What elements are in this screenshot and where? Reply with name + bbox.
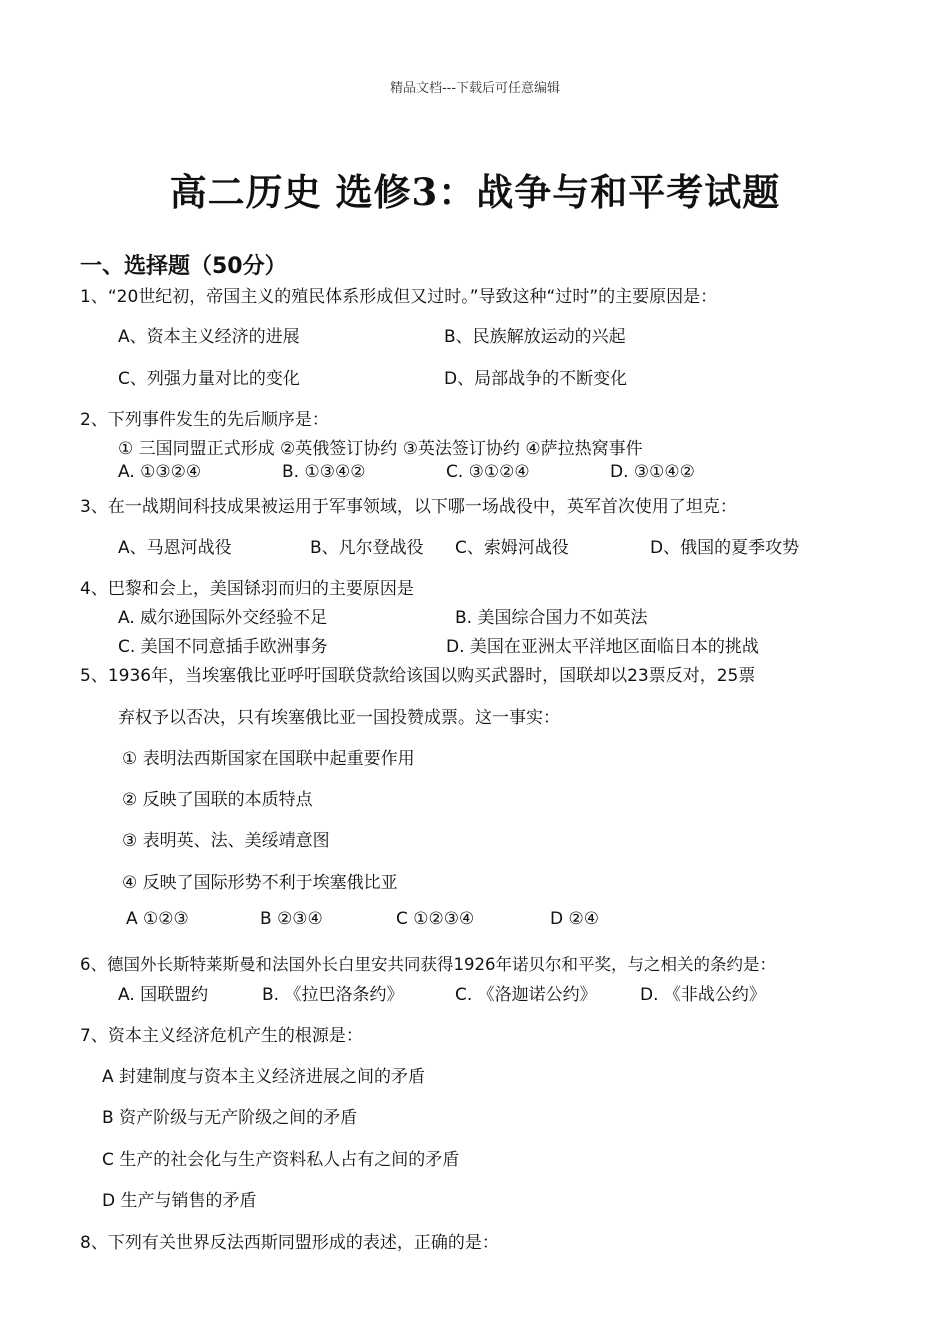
q3-option-d: D、俄国的夏季攻势 bbox=[650, 538, 800, 558]
q1-option-d: D、局部战争的不断变化 bbox=[444, 369, 628, 389]
q5-option-d: D ②④ bbox=[550, 909, 599, 929]
q2-option-a: A. ①③②④ bbox=[118, 462, 202, 482]
page-header: 精品文档---下载后可任意编辑 bbox=[389, 81, 561, 96]
section-heading: 一、选择题（50分） bbox=[80, 254, 287, 279]
q6-option-a: A. 国联盟约 bbox=[118, 985, 209, 1005]
q5-option-b: B ②③④ bbox=[260, 909, 323, 929]
q5-item-1: ① 表明法西斯国家在国联中起重要作用 bbox=[122, 749, 415, 769]
q4-stem: 4、巴黎和会上，美国铩羽而归的主要原因是 bbox=[80, 579, 414, 599]
q7-option-d: D 生产与销售的矛盾 bbox=[102, 1191, 257, 1211]
page-title: 高二历史 选修3：战争与和平考试题 bbox=[169, 170, 781, 214]
q6-option-b: B. 《拉巴洛条约》 bbox=[262, 985, 404, 1005]
q4-option-a: A. 威尔逊国际外交经验不足 bbox=[118, 608, 328, 628]
q7-option-a: A 封建制度与资本主义经济进展之间的矛盾 bbox=[102, 1067, 426, 1087]
q7-option-c: C 生产的社会化与生产资料私人占有之间的矛盾 bbox=[102, 1150, 460, 1170]
q5-item-3: ③ 表明英、法、美绥靖意图 bbox=[122, 831, 330, 851]
q5-item-2: ② 反映了国联的本质特点 bbox=[122, 790, 313, 810]
q4-option-c: C. 美国不同意插手欧洲事务 bbox=[118, 637, 328, 657]
q5-stem-line2: 弃权予以否决，只有埃塞俄比亚一国投赞成票。这一事实： bbox=[118, 708, 560, 728]
q2-events: ① 三国同盟正式形成 ②英俄签订协约 ③英法签订协约 ④萨拉热窝事件 bbox=[118, 439, 643, 459]
q3-stem: 3、在一战期间科技成果被运用于军事领域，以下哪一场战役中，英军首次使用了坦克： bbox=[80, 497, 737, 517]
q1-option-b: B、民族解放运动的兴起 bbox=[444, 327, 626, 347]
q7-option-b: B 资产阶级与无产阶级之间的矛盾 bbox=[102, 1108, 358, 1128]
q5-stem-line1: 5、1936年，当埃塞俄比亚呼吁国联贷款给该国以购买武器时，国联却以23票反对，25票 bbox=[80, 666, 756, 686]
q5-option-c: C ①②③④ bbox=[396, 909, 475, 929]
q8-stem: 8、下列有关世界反法西斯同盟形成的表述，正确的是： bbox=[80, 1233, 499, 1253]
q5-item-4: ④ 反映了国际形势不利于埃塞俄比亚 bbox=[122, 873, 398, 893]
q7-stem: 7、资本主义经济危机产生的根源是： bbox=[80, 1026, 363, 1046]
q4-option-d: D. 美国在亚洲太平洋地区面临日本的挑战 bbox=[446, 637, 759, 657]
q3-option-b: B、凡尔登战役 bbox=[310, 538, 424, 558]
q1-option-c: C、列强力量对比的变化 bbox=[118, 369, 300, 389]
q3-option-c: C、索姆河战役 bbox=[455, 538, 569, 558]
q3-option-a: A、马恩河战役 bbox=[118, 538, 232, 558]
q1-stem: 1、“20世纪初，帝国主义的殖民体系形成但又过时。”导致这种“过时”的主要原因是： bbox=[80, 287, 718, 307]
q5-option-a: A ①②③ bbox=[126, 909, 189, 929]
q6-option-c: C. 《洛迦诺公约》 bbox=[455, 985, 597, 1005]
q6-stem: 6、德国外长斯特莱斯曼和法国外长白里安共同获得1926年诺贝尔和平奖，与之相关的条约是： bbox=[80, 955, 776, 974]
q2-option-b: B. ①③④② bbox=[282, 462, 366, 482]
q6-option-d: D. 《非战公约》 bbox=[640, 985, 766, 1005]
q2-stem: 2、下列事件发生的先后顺序是： bbox=[80, 410, 329, 430]
q2-option-d: D. ③①④② bbox=[610, 462, 695, 482]
q4-option-b: B. 美国综合国力不如英法 bbox=[455, 608, 648, 628]
q2-option-c: C. ③①②④ bbox=[446, 462, 530, 482]
q1-option-a: A、资本主义经济的进展 bbox=[118, 327, 300, 347]
